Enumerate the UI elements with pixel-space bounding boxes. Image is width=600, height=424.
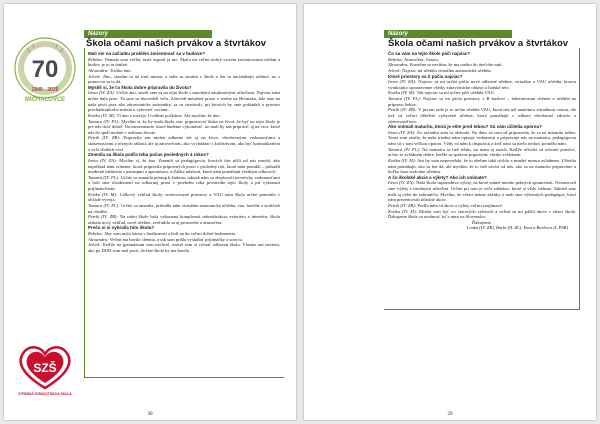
- logo-number: 70: [31, 56, 59, 83]
- answer-text: Tak najviac sa mi určite páči učebňa VAU.: [415, 90, 496, 96]
- answer-text: Naša škola usporadúva výlety, na ktoré máme mnoho pekných spomienok. Ovaneovali sme výlety s triednymi učiteľmi. Určite pri tom je veľa zážitkov, ktoré si vždy vážime. Taktiež sme mali aj výlet do zahraničia. Myslím, že všetci máme zážitky a mali sme výborných pedagógov, ktorí nám prezentovali účastné akcie.: [388, 180, 577, 203]
- answer-text: Najviac mi učebňa virtuálna anatomická učebňa.: [401, 67, 492, 73]
- answer-text: Zo začiatku som sa obávala. No dnes sú som už pripravená, že sa na maturitu teším. Teraz som zistila, že naša triedna nám opisuje vedomosti a pripravuje nás na maturitu, pedagógovia nám sú v tom veľkou oporou. Vždy sú nám k dispozícii a keď nám sa niečo nedarí, pomôžu nám.: [388, 129, 576, 146]
- interview-answer: [88, 192, 280, 203]
- speaker-name: Tamara (IV. FL):: [388, 96, 422, 101]
- speaker-name: Irena (IV. ZA):: [88, 157, 118, 163]
- answer-text: Najviac sa mi páčia priestory v B budove – laboratórium chémie a učebňa na prípravu liekov.: [388, 96, 576, 107]
- answer-text: Tí áno a rozvíja. Uvidíme počkáme. Ale myslím, že áno.: [115, 112, 221, 118]
- speaker-name: Petrik (IV. ZB):: [88, 214, 118, 220]
- interview-question: Prečo si si vybral/a túto školu?: [88, 225, 155, 231]
- speaker-name: Tamara (IV. FL):: [388, 146, 421, 152]
- answer-text: Na maturitu sa tiež teším, no mám aj strach. Keďže učitelia sú ochotní pomôcť, určite to zvládnem dobre, keďže sa správne pripravím, všetko zvládnem.: [388, 146, 576, 158]
- answer-text: V prvom rade je to určite učebňa VAU, ktorá nás učí anatómiu virtuálnou cestou, ale tiež sú veľmi dôležité vybavené učebne, ktoré pomáhajú v odbore všeobecné zdravie a ošetrovateľstvo.: [388, 107, 576, 124]
- interview-answer: [388, 180, 576, 203]
- article-body: [88, 51, 280, 254]
- answer-text: Veľmi ma bavila chémia, a tak som prišla vyskúšať prijímačky a som tu.: [108, 236, 243, 242]
- page-number: 29: [447, 412, 453, 417]
- speaker-name: Alexandra:: [388, 62, 409, 68]
- speaker-name: Kvitka (IV. M):: [88, 191, 118, 197]
- answer-text: Určite sa zmenila, pribudla nám virtuálna anatomická učebňa, viac laviček a stoličiek na chodbe.: [88, 202, 280, 214]
- speaker-name: Irena (IV. ZA):: [388, 79, 417, 85]
- interview-answer: [88, 135, 280, 152]
- school-70-anniversary-logo: [10, 34, 80, 106]
- speaker-name: Tamara (IV. FL):: [88, 174, 120, 180]
- article-body: [388, 51, 576, 231]
- interview-answer: [388, 209, 576, 220]
- answer-text: Trošku áno.: [108, 67, 132, 73]
- answer-text: Na našej škole bola vykonaná komplexná rekonštrukcia exteriéru a interiéru, škola získala nový vzhľad, nové učebne, zveľadila sa aj prostredie a atmosféra.: [88, 214, 280, 225]
- right-page: [304, 4, 596, 420]
- interview-answer: [88, 242, 280, 253]
- answer-text: Nemala som veľkú, tesla asposň ja nie. Školu mi veľmi dobrý systém zorientovania učební a budov, je to tu útulné.: [88, 56, 280, 68]
- logo-city: MICHALOVCE: [24, 97, 66, 103]
- speaker-name: Irena (IV. ZA):: [388, 129, 416, 135]
- speaker-name: Alexandra:: [88, 236, 109, 242]
- answer-text: Atmosféra, čistota.: [403, 56, 439, 62]
- answer-text: Myslím si, že áno. Zmenili sa pedagógovia, ktorých ňas učili od nás mnohí, ako napríklad nám vrátenie, ktorá pripravila prípravných praxí v posledný rok, ktoré nám ponúkli – pribudli moderné inštitúcie s pristupmi a aparatúrou, a ďalšie udalosti, ktoré nám pomáhajú všetkým odboroch.: [88, 157, 280, 175]
- interview-answer: [88, 175, 280, 192]
- szs-letters: SZŠ: [33, 361, 57, 375]
- answer-text: Celkový vzhľad školy, zrenovované priestory a VAU nám škola určite pomohla v ohľade vývoja.: [88, 191, 280, 203]
- szs-caption: STREDNÁ ZDRAVOTNÍCKA ŠKOLA: [18, 392, 72, 396]
- page-title: Škola očami našich prvákov a štvrtákov: [388, 38, 569, 49]
- answer-text: Ani by som nepovedala, že to zbehne taká rýchlo a mnohé miesta zvládnem. Učitelia nám pomáhajú, ako sa len dá, ale myslím, že to tiež závisí od nás, ako sa na maturitu pripravíme a koľko času strávime učením.: [388, 157, 576, 175]
- speaker-name: Irena (IV. ZA):: [88, 90, 116, 96]
- left-page: [4, 4, 296, 420]
- interview-question: Myslíš si, že ťa škola dobre pripravila do života?: [88, 84, 192, 90]
- interview-answer: [88, 203, 280, 214]
- answer-text: Pripravila nás nielen odborne ale aj na život, všeobecnými vedomosťami a skúsenosťami z rôznych oblastí, ale aj zároveň nás, ako vychádzať s kolektívom, ako byť komunikatívni a veľa ďalších vecí.: [88, 135, 281, 152]
- answer-text: Podľa mňa sú akcie a výlety veľmi zaujímavé.: [416, 202, 503, 208]
- interview-question: A čo školské akcie a výlety? Ako ich vnímate?: [388, 174, 487, 180]
- answer-text: Najviac sa mi určite páčia nové odborné učebne, virtuálna a VAU učebňa, ktorou vynikajúco spoznávame všetky zdravotnícke oblasti a ľudské telo.: [388, 79, 577, 90]
- answer-text: Keďže na gymnázium som nechcel, musel som si vybrať odbornú školu. Vlastne ani neviem, ako po DOD som mal pocit, že táto škola by ma bavila.: [88, 242, 280, 253]
- interview-answer: [88, 214, 280, 225]
- interview-answer: [388, 79, 576, 90]
- section-tab: Názory: [84, 30, 212, 38]
- speaker-name: Jelcek:: [88, 73, 102, 79]
- speaker-name: Kvitka (IV. M):: [88, 112, 116, 118]
- page-title: Škola očami našich prvákov a štvrtákov: [86, 38, 267, 49]
- answer-text: Myslím si, že by mala škola viac pripravovať žiaka na život, že byť na tejto škole je pre nás dosť dobré. Na zamestnanie, ktoré budeme vykonávať, no mali by nás pripraviť aj na veci, ktoré nás do spelí možné v reálnom živote.: [88, 118, 280, 135]
- speaker-name: Rebeka:: [88, 56, 104, 62]
- speaker-name: Rebeka:: [388, 56, 404, 62]
- answer-text: Určite sa zmenila prístup k žiakom, taktiež nám sa zlepšovali teoreticky vedomosťami a boli sme ohodnotení na odbornej praxi v priebehu roka prostredie tejto školy a pri vykonaní prijímateľnom.: [88, 174, 280, 191]
- speaker-name: Kvitka (IV. M):: [388, 90, 416, 96]
- szs-logo: [12, 336, 78, 398]
- interview-question: Ktoré priestory sa ti páčia najviac?: [388, 73, 463, 79]
- interview-question: Mali ste na začiatku problém zorientovať sa v budove?: [88, 51, 205, 56]
- interview-answer: [388, 130, 576, 147]
- interview-answer: [388, 158, 576, 175]
- interview-answer: [88, 119, 280, 136]
- speaker-name: Kvitka (IV. M):: [388, 208, 418, 214]
- answer-text: Určite áno, stretli sme sa na tejto škole s mnohými zaujímavými učiteľami. Najviac nám určite dala prax. Tu sme sa dozvedeli veľa. Zároveň mesačné praxe v teréne na Hrvatsku, kde sme na našu prvú prax ako zdravotnícke asistentky, sa sa stretávali, pri ktorých by sme požiadali o priestor prechádzajúceho miesta a vyhovieť veciam.: [88, 90, 280, 113]
- thanks-line: Ďakujeme.: [471, 219, 493, 225]
- interview-question: Ako vnímaš maturitu, ktorá je ešte pred tebou? Sú vám učitelia oporou?: [388, 124, 543, 130]
- speaker-name: Kvitka (IV. M):: [388, 157, 416, 163]
- answer-text: Aby som mala istotu v budúcnosti a boli na ňu veľmi dobré hodnotenia.: [103, 231, 237, 236]
- speaker-name: Alexandra:: [88, 67, 109, 73]
- interview-question: Zmenila sa škola podľa teba počas posledných 4 rokov?: [88, 152, 209, 158]
- answer-text: Ako, chodím tu už tretí mesiac a stále sa stratím v škole a len sa nachádzajú učebne, no s pomocou sa to dá.: [88, 73, 280, 85]
- speaker-name: Tamara (IV. FL):: [88, 118, 120, 124]
- interview-answer: [88, 90, 280, 113]
- interview-answer: [388, 96, 576, 107]
- speaker-name: Jelcek:: [388, 67, 402, 73]
- speaker-name: Petrik (IV. ZB):: [88, 135, 121, 141]
- interview-question: Čo sa vám na tejto škole páči najviac?: [388, 51, 471, 56]
- speaker-name: Tamara (IV. FL):: [88, 202, 120, 208]
- speaker-name: Irena (IV. ZA):: [388, 180, 415, 186]
- answer-text: Mohla som byť vo viacerých výletoch a veľmi sa mi páčili akcie v rámci školy. Ďakujeme škole za možnosť ísť s nimi na Slovensku.: [388, 208, 576, 220]
- speaker-name: Rebeka:: [88, 231, 104, 236]
- interview-answer: [388, 107, 576, 124]
- interview-answer: [88, 158, 280, 175]
- interview-answer: [88, 74, 280, 85]
- section-tab: Názory: [384, 30, 512, 38]
- speaker-name: Petrik (IV. ZB):: [388, 107, 417, 113]
- author-signature: Lenka (IV. ZB), Barbi (II. ZL), Ema a Barbora (I. PSB): [466, 225, 568, 231]
- interview-answer: [88, 57, 280, 68]
- logo-years: 1949 - 2019: [31, 87, 59, 93]
- page-number: 30: [147, 412, 153, 417]
- speaker-name: Jelcek:: [88, 242, 102, 248]
- speaker-name: Petrik (IV. ZB):: [388, 202, 417, 208]
- interview-answer: [388, 147, 576, 158]
- answer-text: Konečne sa necítim, že ma niekto do niečoho nutí.: [408, 62, 503, 68]
